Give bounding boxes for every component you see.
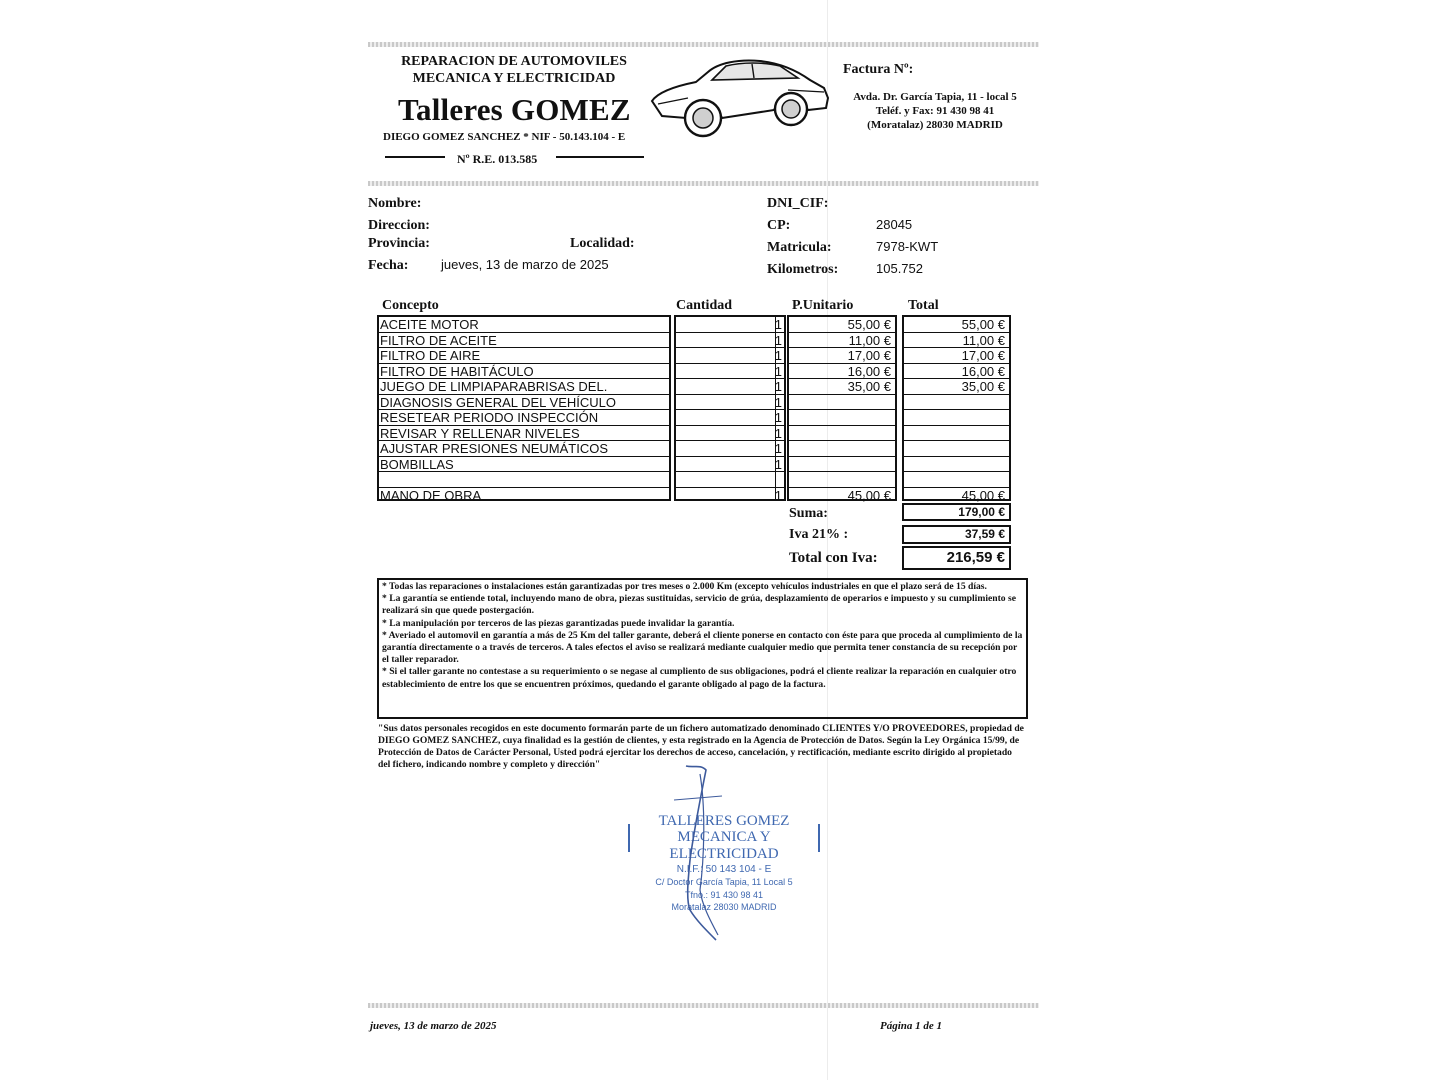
- cantidad-cell: 1: [676, 395, 784, 411]
- privacy-notice: "Sus datos personales recogidos en este documento formarán parte de un fichero automatizado denominado CLIENTES Y/O PROVEEDORES, propiedad de DIEGO GOMEZ SANCHEZ, cuya finalidad es la gestión de clientes, y esta registrado en la Agencia de Protección de Datos. Según la Ley Orgánica 15/99, de Protección de Datos de Carácter Personal, Usted podrá ejercitar los derechos de acceso, cancelación, y rectificación, mediante escrito dirigido al propietado del fichero, indicando nombre y completo y dirección": [378, 723, 1024, 771]
- total-cell: 11,00 €: [904, 333, 1009, 349]
- total-column: [902, 315, 1011, 501]
- concepto-cell: [379, 472, 669, 488]
- nombre-label: Nombre:: [368, 196, 422, 211]
- cantidad-cell: 1: [676, 317, 784, 333]
- total-cell: 16,00 €: [904, 364, 1009, 380]
- total-cell: 55,00 €: [904, 317, 1009, 333]
- handwritten-signature: [660, 760, 730, 945]
- matricula-label: Matricula:: [767, 240, 832, 255]
- concepto-cell: FILTRO DE AIRE: [379, 348, 669, 364]
- total-cell: 35,00 €: [904, 379, 1009, 395]
- address-line3: (Moratalaz) 28030 MADRID: [867, 119, 1003, 131]
- suma-value: 179,00 €: [902, 503, 1011, 521]
- brand-title: Talleres GOMEZ: [398, 92, 631, 127]
- matricula-value: 7978-KWT: [876, 239, 939, 254]
- concepto-cell: AJUSTAR PRESIONES NEUMÁTICOS: [379, 441, 669, 457]
- unitario-cell: 35,00 €: [789, 379, 895, 395]
- unitario-cell: 45,00 €: [847, 487, 891, 503]
- total-cell: 17,00 €: [904, 348, 1009, 364]
- header-bottom-rule: [368, 181, 1039, 186]
- total-cell: [904, 472, 1009, 488]
- address-line1: Avda. Dr. García Tapia, 11 - local 5: [853, 91, 1017, 103]
- concepto-cell: RESETEAR PERIODO INSPECCIÓN: [379, 410, 669, 426]
- unitario-cell: [789, 395, 895, 411]
- direccion-label: Direccion:: [368, 218, 430, 233]
- concepto-cell: BOMBILLAS: [379, 457, 669, 473]
- stamp-line2: MECANICA Y ELECTRICIDAD: [669, 829, 779, 862]
- rule-left: [385, 156, 445, 158]
- term-2: * La garantía se entiende total, incluyendo mano de obra, piezas sustituidas, servicio de grúa, desplazamiento de operarios e impuesto y su cumplimiento se realizará sin que quede postergación.: [382, 593, 1016, 617]
- total-cell: [904, 457, 1009, 473]
- provincia-label: Provincia:: [368, 236, 430, 251]
- header-line2: MECANICA Y ELECTRICIDAD: [412, 71, 616, 86]
- fecha-label: Fecha:: [368, 258, 409, 273]
- suma-label: Suma:: [789, 506, 828, 521]
- cantidad-cell: 1: [676, 364, 784, 380]
- warranty-terms: [377, 578, 1028, 719]
- address-line2: Teléf. y Fax: 91 430 98 41: [875, 105, 995, 117]
- concepto-cell: DIAGNOSIS GENERAL DEL VEHÍCULO: [379, 395, 669, 411]
- unitario-cell: 55,00 €: [789, 317, 895, 333]
- total-cell: [904, 395, 1009, 411]
- cantidad-cell: 1: [676, 426, 784, 442]
- total-label: Total con Iva:: [789, 550, 878, 566]
- localidad-label: Localidad:: [570, 236, 635, 251]
- cantidad-cell: 1: [676, 348, 784, 364]
- header-line1: REPARACION DE AUTOMOVILES: [401, 54, 627, 69]
- cantidad-cell: [676, 472, 784, 488]
- concepto-cell: MANO DE OBRA: [380, 487, 482, 503]
- concepto-cell: REVISAR Y RELLENAR NIVELES: [379, 426, 669, 442]
- term-1: * Todas las reparaciones o instalaciones están garantizadas por tres meses o 2.000 Km (excepto vehículos industriales en que el plazo será de 15 días.: [382, 581, 987, 592]
- concepto-cell: FILTRO DE ACEITE: [379, 333, 669, 349]
- unitario-column: [787, 315, 897, 501]
- total-cell: [904, 441, 1009, 457]
- stamp-bracket-left: [628, 824, 630, 852]
- unitario-cell: [789, 457, 895, 473]
- term-4: * Averiado el automovil en garantía a más de 25 Km del taller garante, deberá el cliente ponerse en contacto con éste para que proceda al cumplimiento de la garantía directamente o a través de terceros. A tales efectos el aviso se realizará mediante cualquier medio que permita tener constancia de su recepción por el taller reparador.: [382, 629, 1023, 666]
- total-value: 216,59 €: [902, 546, 1011, 570]
- cantidad-cell: 1: [676, 379, 784, 395]
- dni-label: DNI_CIF:: [767, 196, 829, 211]
- rule-right: [556, 156, 644, 158]
- th-concepto: Concepto: [382, 298, 439, 313]
- total-cell: [904, 410, 1009, 426]
- owner-nif: DIEGO GOMEZ SANCHEZ * NIF - 50.143.104 - E: [383, 131, 626, 143]
- unitario-cell: [789, 426, 895, 442]
- footer-page: Página 1 de 1: [880, 1020, 943, 1032]
- iva-value: 37,59 €: [902, 525, 1011, 544]
- cantidad-cell: 1: [676, 410, 784, 426]
- unitario-cell: 17,00 €: [789, 348, 895, 364]
- stamp-line4: C/ Doctor García Tapia, 11 Local 5: [655, 877, 793, 887]
- cp-label: CP:: [767, 218, 791, 233]
- cantidad-cell: 1: [676, 457, 784, 473]
- stamp-line5: Tfno.: 91 430 98 41: [684, 890, 764, 900]
- stamp-line1: TALLERES GOMEZ: [658, 813, 790, 829]
- th-total: Total: [908, 298, 939, 313]
- km-label: Kilometros:: [767, 262, 839, 277]
- iva-label: Iva 21% :: [789, 527, 849, 542]
- th-unitario: P.Unitario: [792, 298, 854, 313]
- total-cell: [904, 426, 1009, 442]
- footer-date: jueves, 13 de marzo de 2025: [370, 1020, 497, 1032]
- term-5: * Si el taller garante no contestase a su requerimiento o se negase al cumpliento de sus obligaciones, podrá el cliente realizar la reparación en cualquier otro establecimiento de entre los que se encuentren próximos, quedando el garante obligado al pago de la factura.: [382, 666, 1017, 690]
- th-cantidad: Cantidad: [676, 298, 733, 313]
- re-number: Nº R.E. 013.585: [457, 152, 538, 166]
- stamp-bracket-right: [818, 824, 820, 852]
- unitario-cell: 11,00 €: [789, 333, 895, 349]
- km-value: 105.752: [876, 261, 923, 276]
- concepto-column: [377, 315, 671, 501]
- invoice-label: Factura Nº:: [843, 62, 914, 77]
- concepto-cell: FILTRO DE HABITÁCULO: [379, 364, 669, 380]
- cantidad-cell: 1: [774, 487, 782, 503]
- fecha-value: jueves, 13 de marzo de 2025: [441, 257, 609, 272]
- cantidad-column: [674, 315, 786, 501]
- footer-rule: [368, 1003, 1039, 1008]
- unitario-cell: [789, 441, 895, 457]
- cp-value: 28045: [876, 217, 913, 232]
- cantidad-cell: 1: [676, 441, 784, 457]
- concepto-cell: JUEGO DE LIMPIAPARABRISAS DEL.: [379, 379, 669, 395]
- cantidad-cell: 1: [676, 333, 784, 349]
- term-3: * La manipulación por terceros de las piezas garantizadas puede invalidar la garantía.: [382, 617, 735, 629]
- total-cell: 45,00 €: [961, 487, 1005, 503]
- stamp-line3: N.I.F.: 50 143 104 - E: [676, 864, 772, 875]
- concepto-cell: ACEITE MOTOR: [379, 317, 669, 333]
- unitario-cell: [789, 472, 895, 488]
- unitario-cell: 16,00 €: [789, 364, 895, 380]
- car-logo: [648, 56, 833, 140]
- unitario-cell: [789, 410, 895, 426]
- stamp-line6: Moratalaz 28030 MADRID: [671, 902, 777, 912]
- header-top-rule: [368, 42, 1039, 47]
